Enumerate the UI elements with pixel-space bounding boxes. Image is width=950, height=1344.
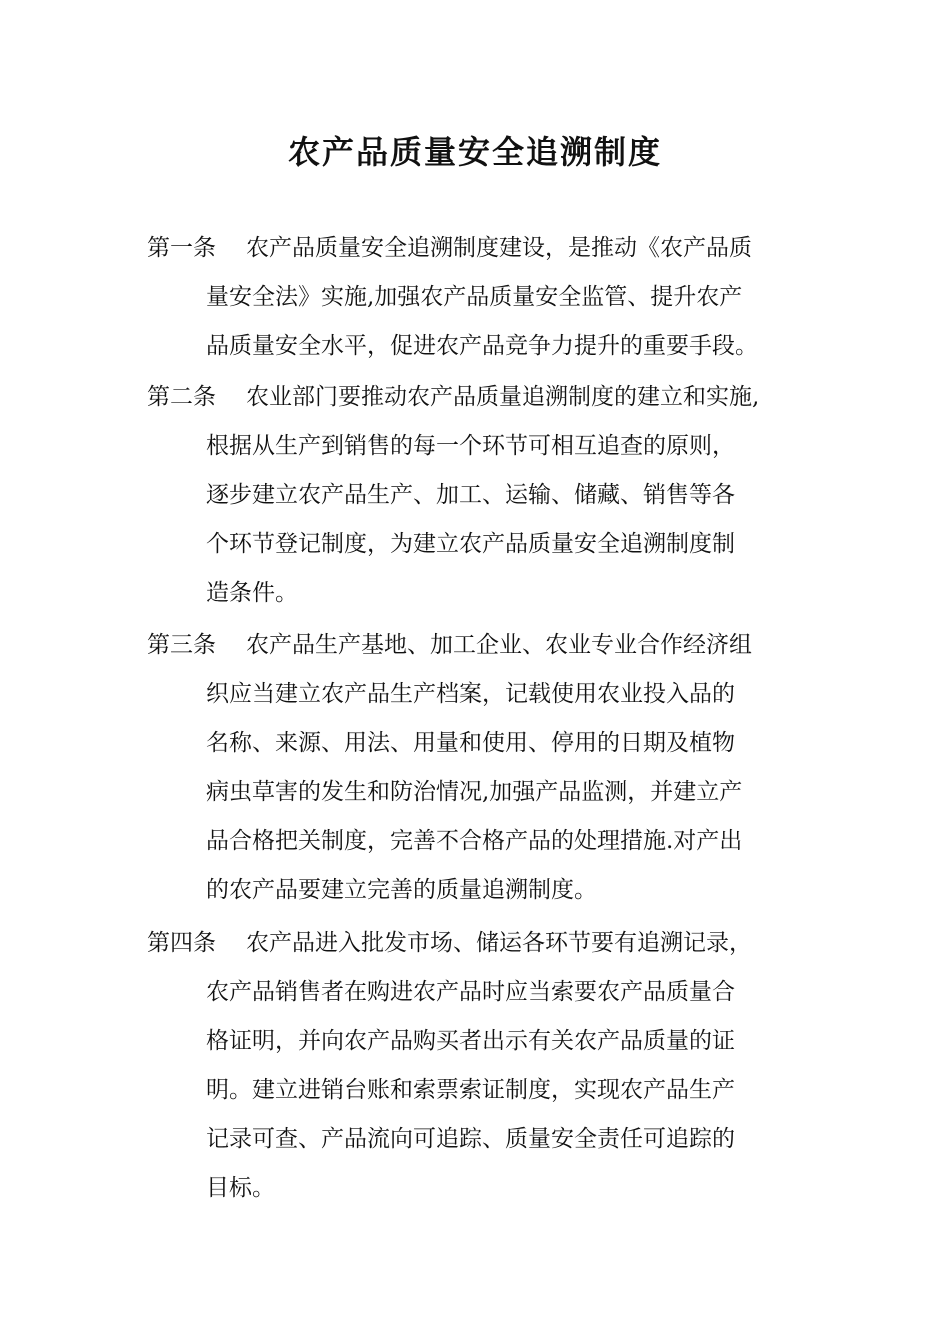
article-line: 造条件。 (206, 580, 298, 606)
article-line: 品质量安全水平，促进农产品竞争力提升的重要手段。 (206, 333, 758, 359)
article-line: 织应当建立农产品生产档案，记载使用农业投入品的 (206, 681, 735, 707)
article-text: 农产品生产基地、加工企业、农业专业合作经济组 (246, 632, 752, 658)
article-heading: 第一条 (147, 235, 216, 261)
article-line: 明。建立进销台账和索票索证制度，实现农产品生产 (206, 1077, 735, 1103)
article-text: 农业部门要推动农产品质量追溯制度的建立和实施, (246, 384, 760, 410)
article-line: 格证明，并向农产品购买者出示有关农产品质量的证 (206, 1028, 735, 1054)
article-line: 记录可查、产品流向可追踪、质量安全责任可追踪的 (206, 1126, 735, 1152)
article-heading: 第四条 (147, 930, 216, 956)
article-line: 农产品销售者在购进农产品时应当索要农产品质量合 (206, 979, 735, 1005)
article-line: 个环节登记制度，为建立农产品质量安全追溯制度制 (206, 531, 735, 557)
article-line: 量安全法》实施,加强农产品质量安全监管、提升农产 (206, 284, 743, 310)
article-line: 目标。 (206, 1175, 275, 1201)
article-line: 的农产品要建立完善的质量追溯制度。 (206, 877, 597, 903)
article-1 (147, 224, 827, 371)
article-line (147, 224, 827, 273)
article-line (147, 373, 827, 422)
article-line: 名称、来源、用法、用量和使用、停用的日期及植物 (206, 730, 735, 756)
article-heading: 第二条 (147, 384, 216, 410)
article-line (147, 621, 827, 670)
article-line: 病虫草害的发生和防治情况,加强产品监测，并建立产 (206, 779, 743, 805)
article-line: 根据从生产到销售的每一个环节可相互追查的原则， (206, 433, 735, 459)
article-line: 品合格把关制度，完善不合格产品的处理措施.对产出 (206, 828, 743, 854)
article-heading: 第三条 (147, 632, 216, 658)
document-title: 农产品质量安全追溯制度 (287, 133, 662, 171)
article-line (147, 919, 827, 968)
article-text: 农产品质量安全追溯制度建设，是推动《农产品质 (246, 235, 752, 261)
article-4 (147, 919, 827, 1213)
article-3 (147, 621, 827, 915)
article-2 (147, 373, 827, 618)
article-line: 逐步建立农产品生产、加工、运输、储藏、销售等各 (206, 482, 735, 508)
article-text: 农产品进入批发市场、储运各环节要有追溯记录， (246, 930, 752, 956)
